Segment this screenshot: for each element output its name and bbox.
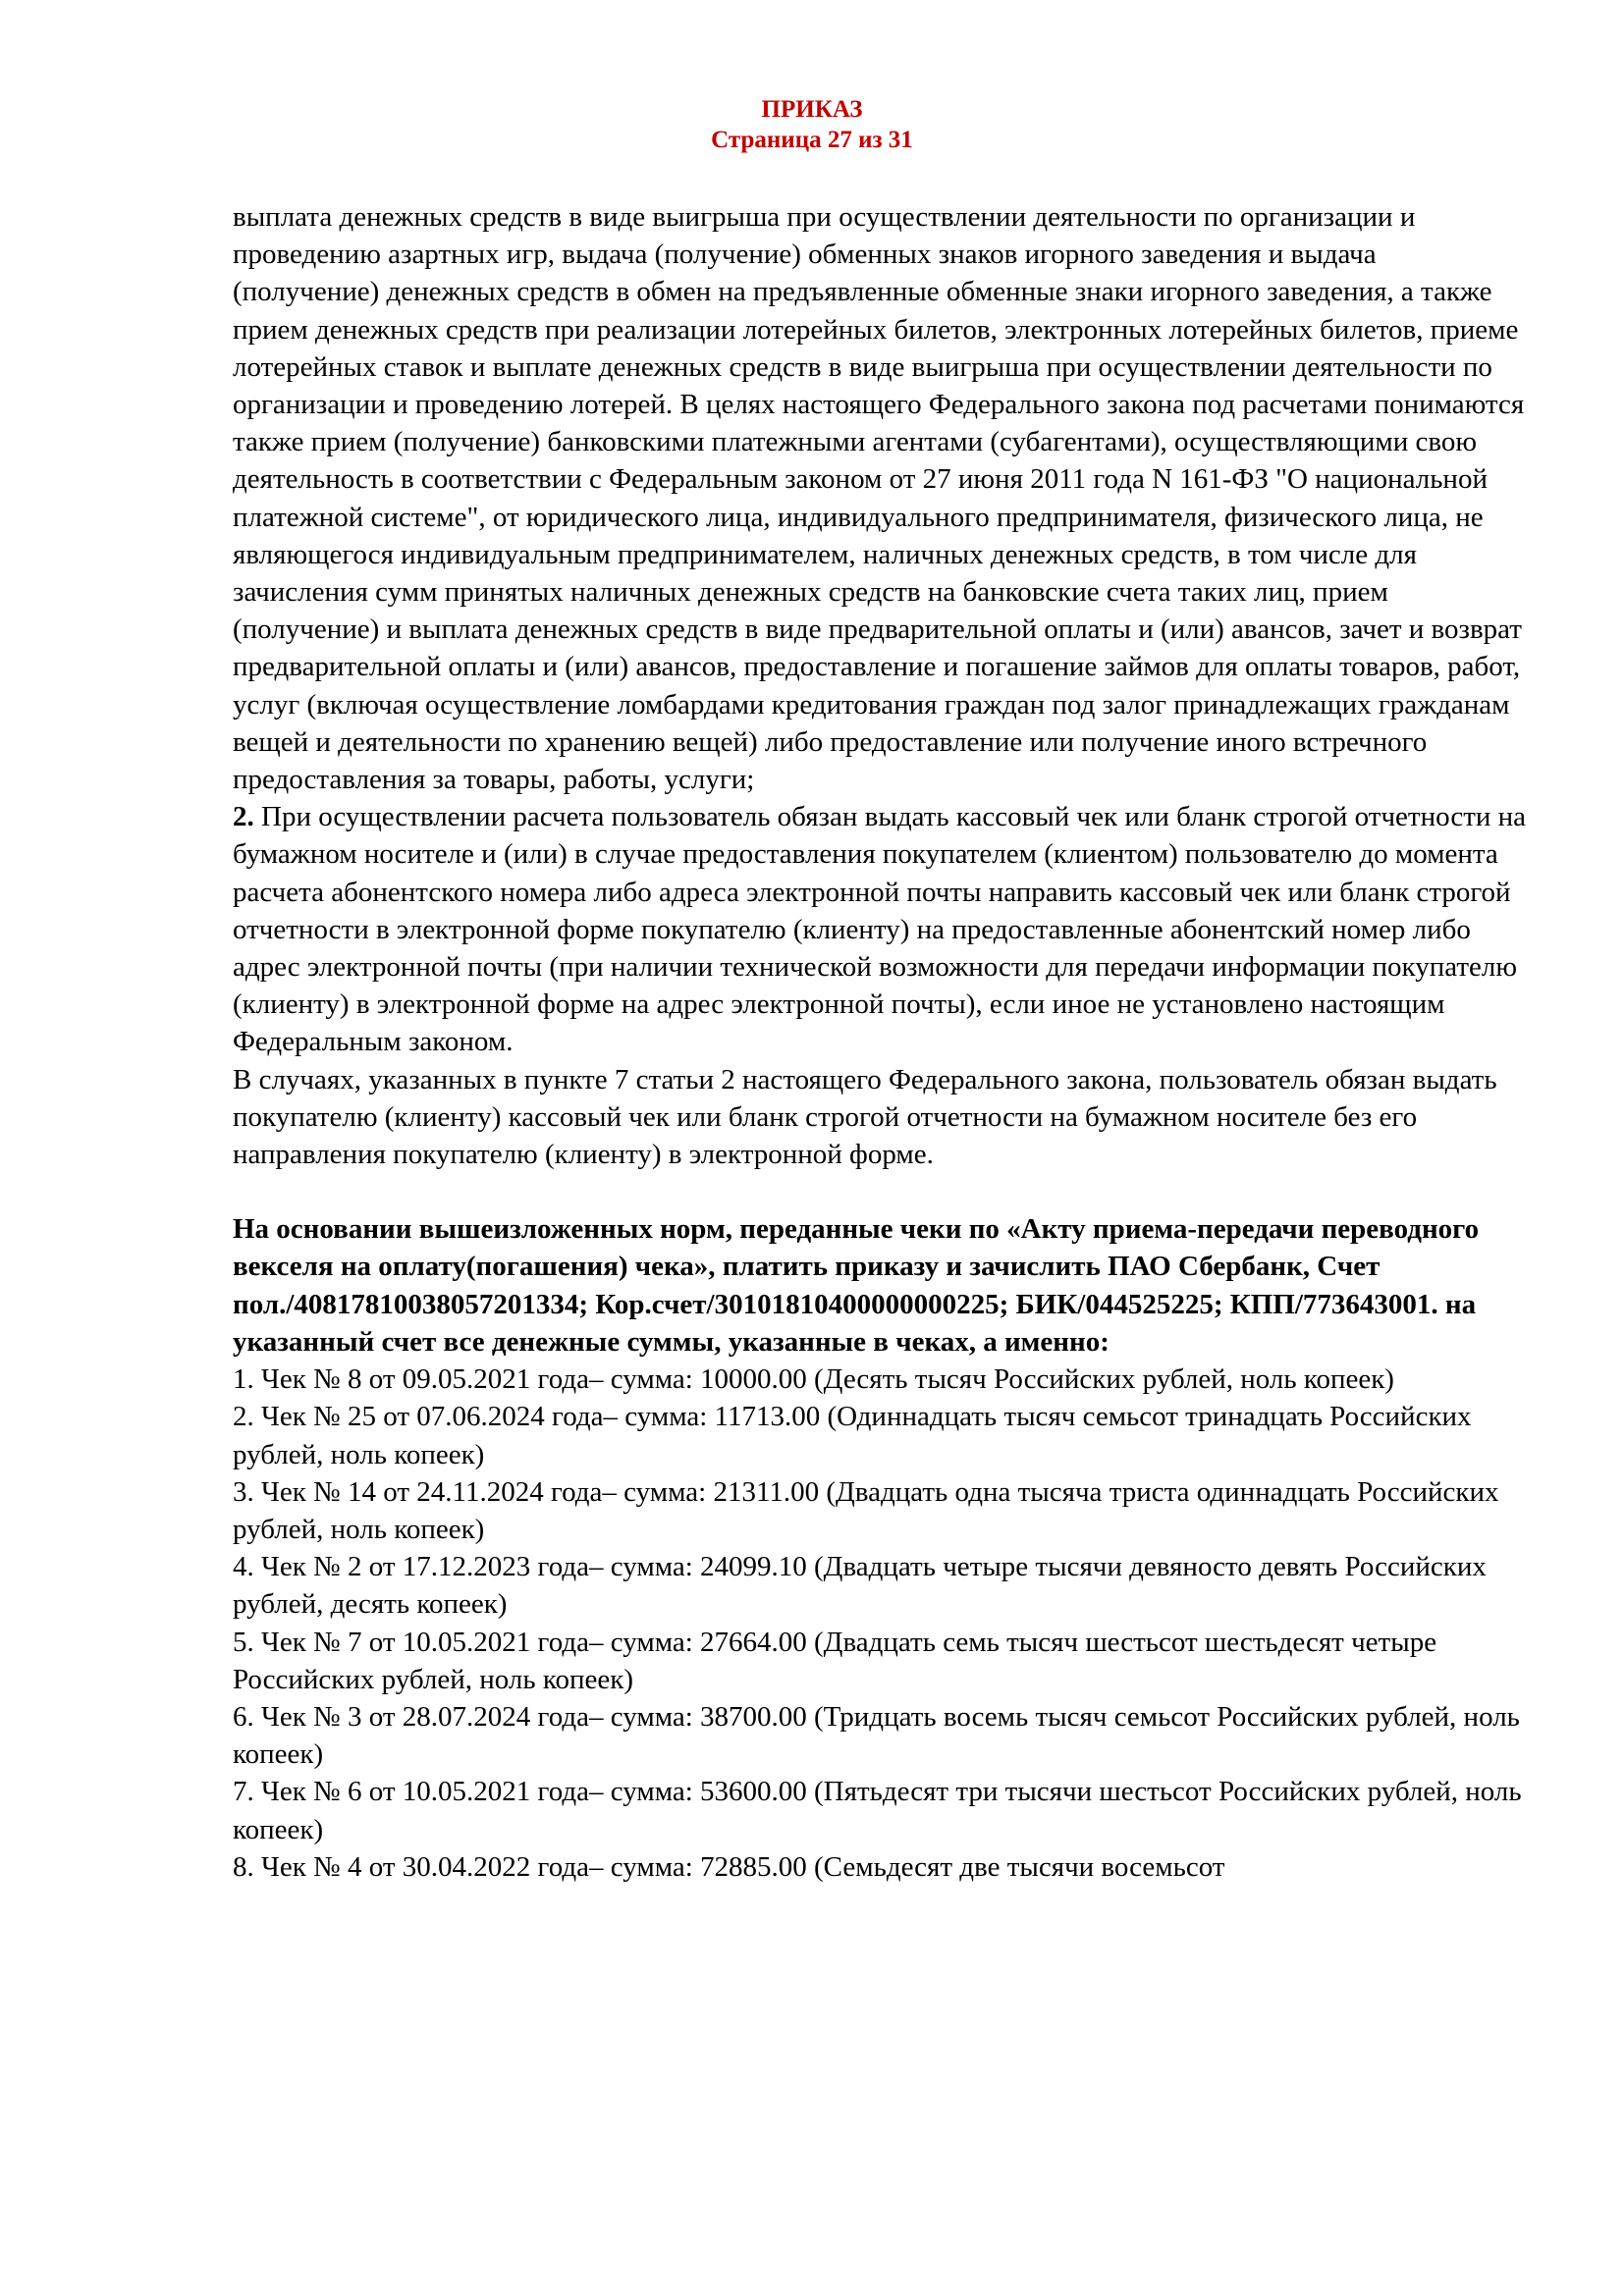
page-header xyxy=(0,94,1624,155)
check-item: 3. Чек № 14 от 24.11.2024 года– сумма: 21311.00 (Двадцать одна тысяча триста одиннадцать Российских рублей, ноль копеек) xyxy=(233,1475,1499,1545)
document-title: ПРИКАЗ xyxy=(761,96,863,123)
order-paragraph: На основании вышеизложенных норм, переданные чеки по «Акту приема-передачи переводного векселя на оплату(погашения) чека», платить приказу и зачислить ПАО Сбербанк, Счет пол./40817810038057201334; Кор.счет/30101810400000000225; БИК/044525225; КПП/773643001. на указанный счет все денежные суммы, указанные в чеках, а именно: xyxy=(233,1213,1480,1358)
clause-2-cases: В случаях, указанных в пункте 7 статьи 2 настоящего Федерального закона, пользователь обязан выдать покупателю (клиенту) кассовый чек или бланк строгой отчетности на бумажном носителе без его направления покупателю (клиенту) в электронной форме. xyxy=(233,1063,1497,1171)
page-indicator: Страница 27 из 31 xyxy=(711,127,913,153)
check-item: 7. Чек № 6 от 10.05.2021 года– сумма: 53600.00 (Пятьдесят три тысячи шестьсот Российских рублей, ноль копеек) xyxy=(233,1776,1522,1845)
paragraph-gap xyxy=(233,1173,1529,1210)
document-body xyxy=(233,198,1529,1886)
check-item: 5. Чек № 7 от 10.05.2021 года– сумма: 27664.00 (Двадцать семь тысяч шестьсот шестьдесят четыре Российских рублей, ноль копеек) xyxy=(233,1626,1437,1695)
check-list xyxy=(233,1361,1529,1886)
clause-2-text: При осуществлении расчета пользователь обязан выдать кассовый чек или бланк строгой отчетности на бумажном носителе и (или) в случае предоставления покупателем (клиентом) пользователю до момента расчета абонентского номера либо адреса электронной почты направить кассовый чек или бланк строгой отчетности в электронной форме покупателю (клиенту) на предоставленные абонентский номер либо адрес электронной почты (при наличии технической возможности для передачи информации покупателю (клиенту) в электронной форме на адрес электронной почты), если иное не установлено настоящим Федеральным законом. xyxy=(233,801,1527,1058)
check-item: 2. Чек № 25 от 07.06.2024 года– сумма: 11713.00 (Одиннадцать тысяч семьсот тринадцать Российских рублей, ноль копеек) xyxy=(233,1401,1472,1470)
paragraph-continuation: выплата денежных средств в виде выигрыша при осуществлении деятельности по организации и проведению азартных игр, выдача (получение) обменных знаков игорного заведения и выдача (получение) денежных средств в обмен на предъявленные обменные знаки игорного заведения, а также прием денежных средств при реализации лотерейных билетов, электронных лотерейных билетов, приеме лотерейных ставок и выплате денежных средств в виде выигрыша при осуществлении деятельности по организации и проведению лотерей. В целях настоящего Федерального закона под расчетами понимаются также прием (получение) банковскими платежными агентами (субагентами), осуществляющими свою деятельность в соответствии с Федеральным законом от 27 июня 2011 года N 161-ФЗ "О национальной платежной системе", от юридического лица, индивидуального предпринимателя, физического лица, не являющегося индивидуальным предпринимателем, наличных денежных средств, в том числе для зачисления сумм принятых наличных денежных средств на банковские счета таких лиц, прием (получение) и выплата денежных средств в виде предварительной оплаты и (или) авансов, зачет и возврат предварительной оплаты и (или) авансов, предоставление и погашение займов для оплаты товаров, работ, услуг (включая осуществление ломбардами кредитования граждан под залог принадлежащих гражданам вещей и деятельности по хранению вещей) либо предоставление или получение иного встречного предоставления за товары, работы, услуги; xyxy=(233,201,1525,796)
check-item: 1. Чек № 8 от 09.05.2021 года– сумма: 10000.00 (Десять тысяч Российских рублей, ноль копеек) xyxy=(233,1363,1394,1396)
clause-2 xyxy=(233,798,1529,1060)
clause-2-number: 2. xyxy=(233,801,254,833)
check-item: 6. Чек № 3 от 28.07.2024 года– сумма: 38700.00 (Тридцать восемь тысяч семьсот Российских рублей, ноль копеек) xyxy=(233,1700,1520,1771)
check-item: 4. Чек № 2 от 17.12.2023 года– сумма: 24099.10 (Двадцать четыре тысячи девяносто девять Российских рублей, десять копеек) xyxy=(233,1551,1487,1621)
check-item: 8. Чек № 4 от 30.04.2022 года– сумма: 72885.00 (Семьдесят две тысячи восемьсот xyxy=(233,1850,1225,1883)
